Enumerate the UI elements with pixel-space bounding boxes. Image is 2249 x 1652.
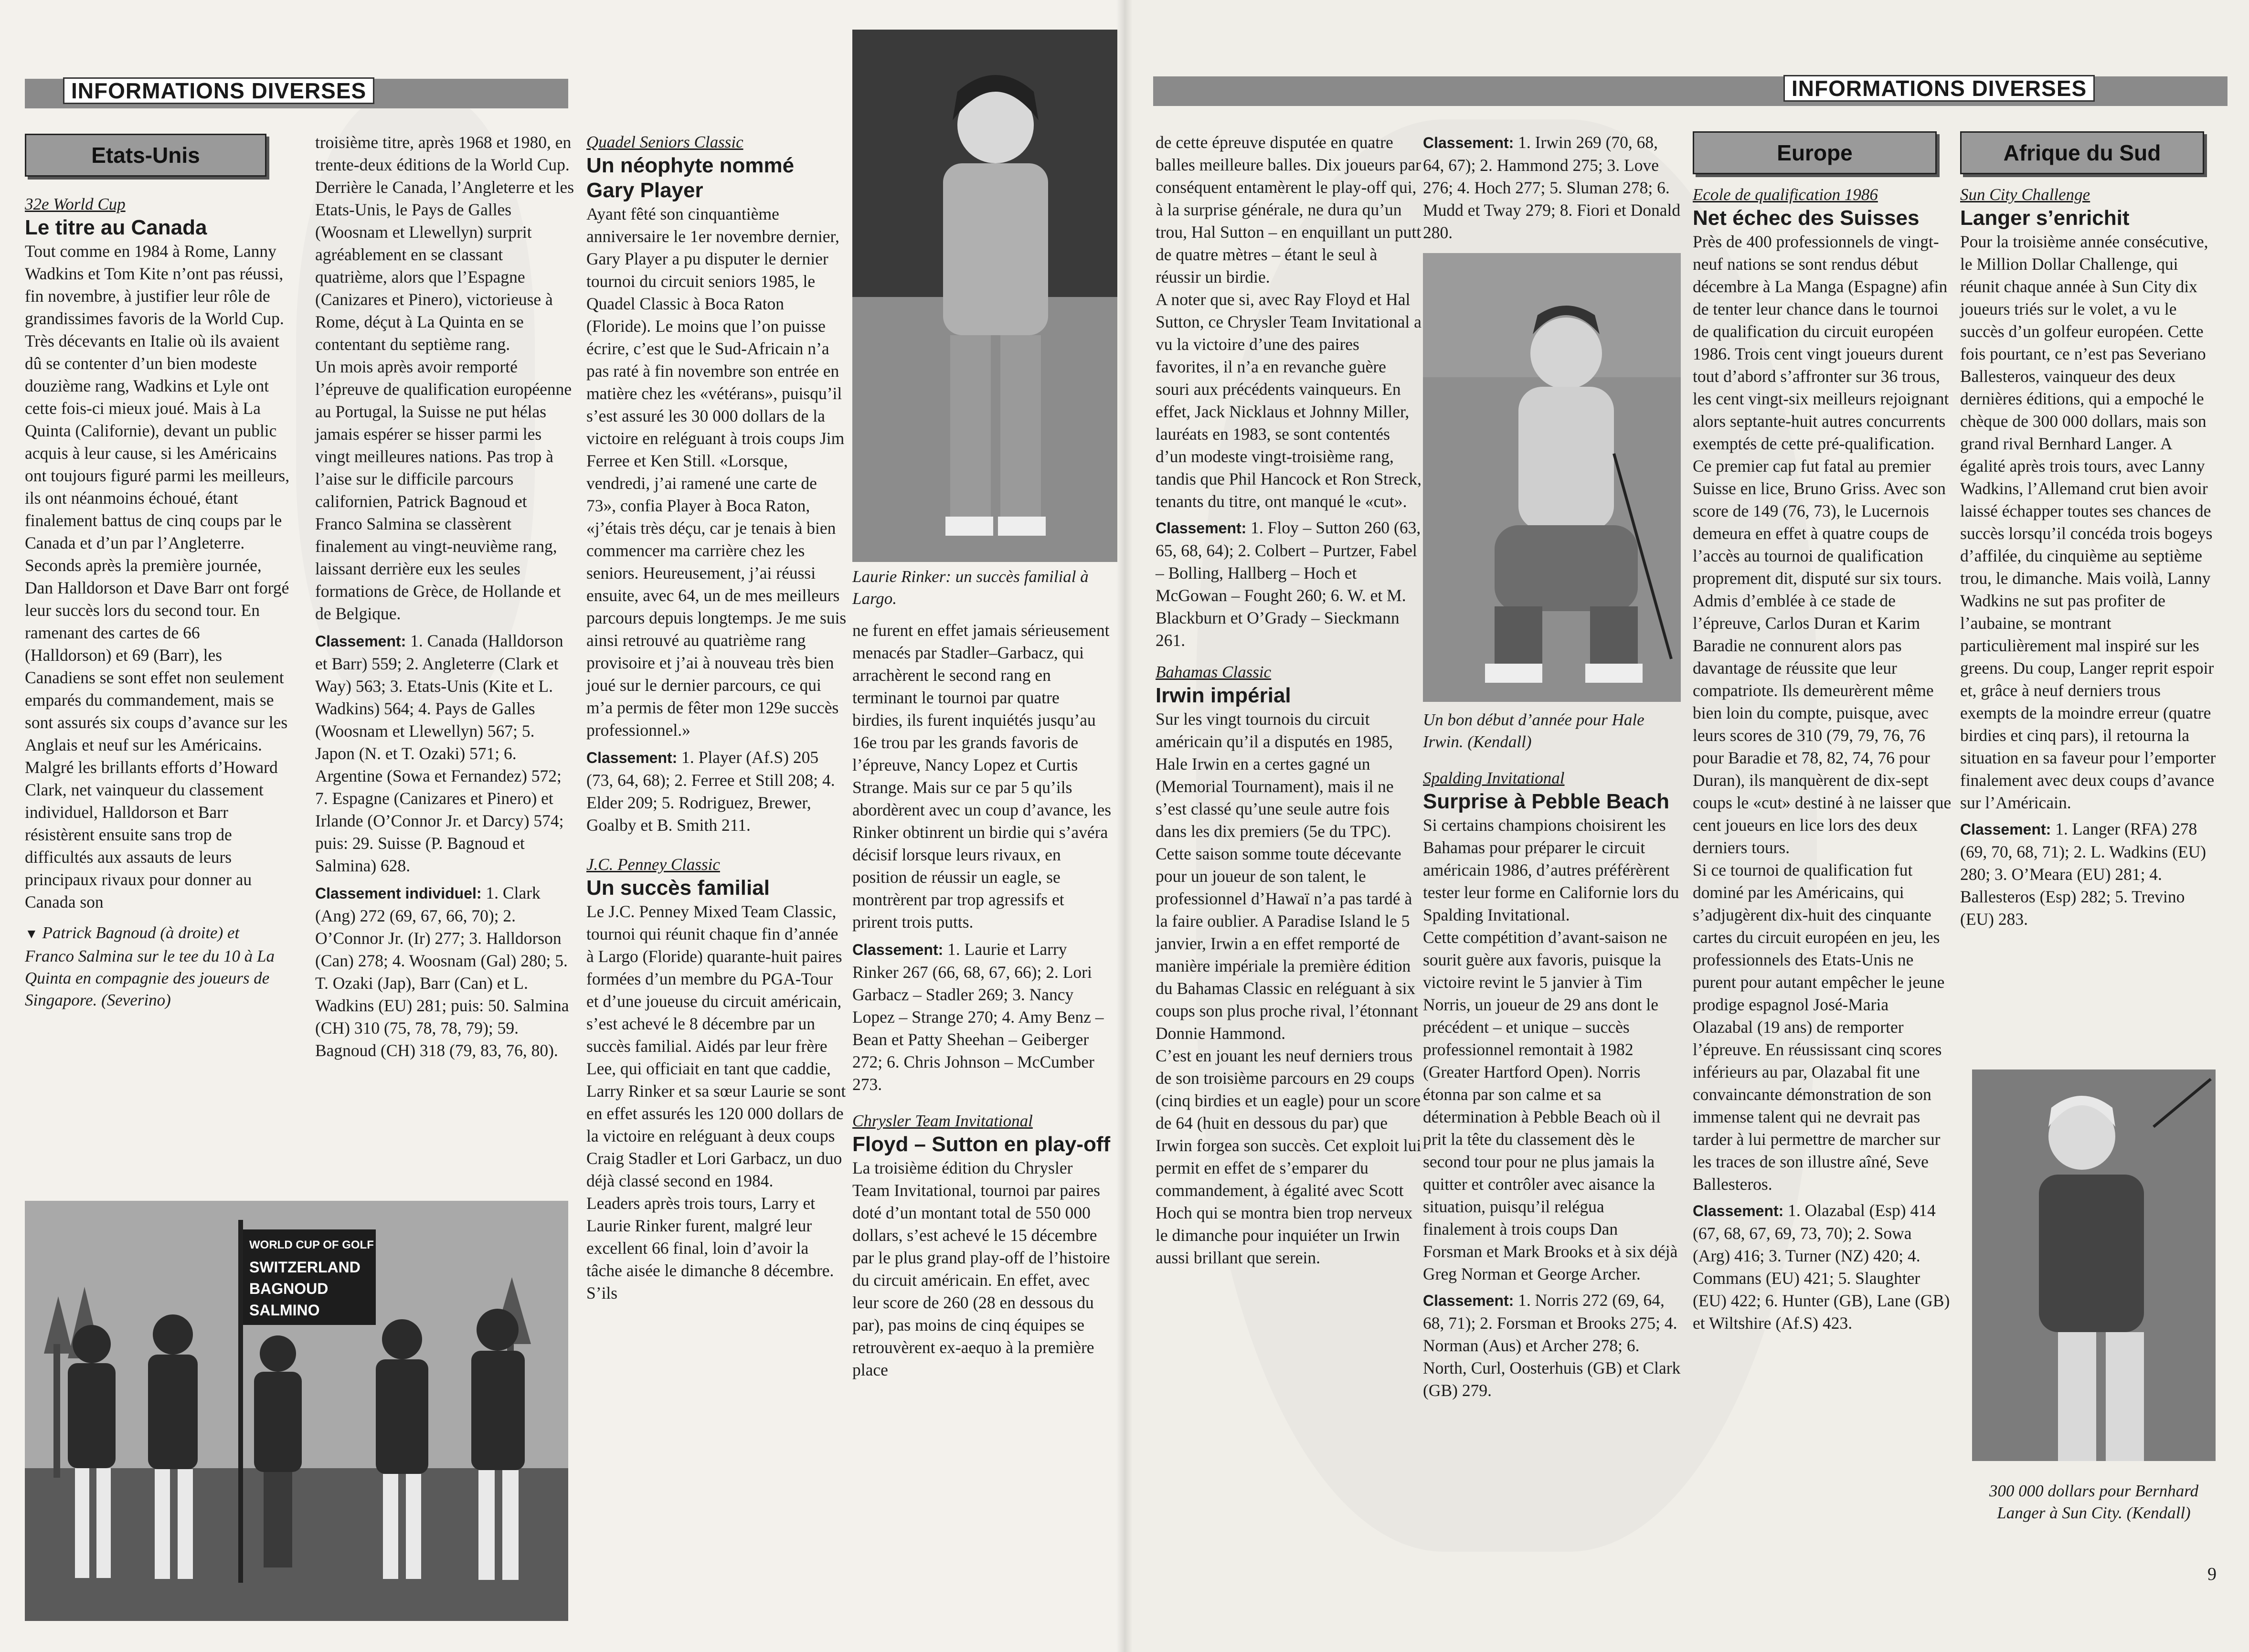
article-body: Si certains champions choisirent les Bahamas pour préparer le circuit américain 1986, d’autres préférèrent tester leur forme en Californie lors du Spalding Invitational. bbox=[1423, 815, 1679, 924]
article-body: Le J.C. Penney Mixed Team Classic, tournoi qui réunit chaque fin d’année à Largo (Floride) quarante-huit paires formées d’un membre du PGA-Tour et d’une joueuse du circuit américain, s’est achevé le 8 décembre par un succès familial. Aidés par leur frère Lee, qui officiait en tant que caddie, Larry Rinker et sa sœur Laurie se sont en effet assurés les 120 000 dollars de la victoire en reléguant à deux coups Craig Stadler et Lori Garbacz, un duo déjà classé second en 1984. bbox=[586, 902, 846, 1190]
page-number: 9 bbox=[2207, 1564, 2217, 1584]
results-text: 1. Langer (RFA) 278 (69, 70, 68, 71); 2. L. Wadkins (EU) 280; 3. O’Meara (EU) 281; 4. Ballesteros (Esp) 282; 5. Trevino (EU) 283. bbox=[1960, 819, 2207, 929]
results-label: Classement: bbox=[852, 941, 944, 958]
article-body: Si ce tournoi de qualification fut dominé par les Américains, qui s’adjugèrent dix-huit des cinquante cartes du circuit européen en jeu, les professionnels des Etats-Unis ne purent pour autant empêcher le jeune prodige espagnol José-Maria Olazabal (19 ans) de remporter l’épreuve. En réussissant cinq scores inférieurs au par, Olazabal fit une convaincante démonstration de son immense talent qui ne devrait pas tarder à lui permettre de marcher sur les traces de son illustre aîné, Seve Ballesteros. bbox=[1693, 860, 1945, 1194]
results-text: 1. Irwin 269 (70, 68, 64, 67); 2. Hammond 275; 3. Love 276; 4. Hoch 277; 5. Sluman 278; 6. Mudd et Tway 279; 8. Fiori et Donald 280. bbox=[1423, 133, 1681, 242]
results-label: Classement: bbox=[586, 749, 678, 766]
article-rubric: J.C. Penney Classic bbox=[586, 855, 720, 874]
article-headline: Le titre au Canada bbox=[25, 216, 207, 239]
results-text: 1. Laurie et Larry Rinker 267 (66, 68, 67, 66); 2. Lori Garbacz – Stadler 269; 3. Nancy Lopez – Strange 270; 4. Amy Benz – Bean et Patty Sheehan – Geiberger 272; 6. Chris Johnson – McCumber 273. bbox=[852, 940, 1104, 1094]
article-body: de cette épreuve disputée en quatre balles meilleure balles. Dix joueurs par conséquent entamèrent le play-off qui, à la surprise générale, ne dura qu’un trou, Hal Sutton – en enquillant un putt de quatre mètres – étant le seul à réussir un birdie. bbox=[1156, 133, 1422, 286]
column-sun-city bbox=[1960, 184, 2220, 931]
column-bahamas-results bbox=[1423, 131, 1681, 244]
triangle-marker-icon: ▼ bbox=[25, 927, 38, 942]
page-gutter bbox=[1116, 0, 1133, 1652]
article-headline: Un néophyte nommé Gary Player bbox=[586, 154, 795, 202]
results-text: 1. Player (Af.S) 205 (73, 64, 68); 2. Ferree et Still 208; 4. Elder 209; 5. Rodriguez, Brewer, Goalby et B. Smith 211. bbox=[586, 748, 835, 835]
article-body: Sur les vingt tournois du circuit américain qu’il a disputés en 1985, Hale Irwin en a certes gagné un (Memorial Tournament), mais il ne s’est classé qu’une seule autre fois dans les dix premiers (5e du TPC). Cette saison somme toute décevante pour un joueur de son talent, le professionnel d’Hawaï n’a pas tardé à la faire oublier. A Paradise Island le 5 janvier, Irwin a en effet remporté de manière impériale la première édition du Bahamas Classic en reléguant à six coups son plus proche rival, l’étonnant Donnie Hammond. bbox=[1156, 710, 1419, 1043]
photo-caption: Un bon début d’année pour Hale Irwin. (Kendall) bbox=[1423, 710, 1644, 751]
results-text: 1. Norris 272 (69, 64, 68, 71); 2. Forsman et Brooks 275; 4. Norman (Aus) et Archer 278; 6. North, Curl, Oosterhuis (GB) et Clark (GB) 279. bbox=[1423, 1291, 1681, 1400]
results-label: Classement: bbox=[1423, 134, 1514, 151]
column-europe bbox=[1693, 184, 1953, 1334]
article-rubric: Quadel Seniors Classic bbox=[586, 133, 743, 151]
photo-bernhard-langer bbox=[1972, 1070, 2216, 1461]
article-body: troisième titre, après 1968 et 1980, en trente-deux éditions de la World Cup. Derrière le Canada, l’Angleterre et les Etats-Unis, le Pays de Galles (Woosnam et Llewellyn) surprit agréablement en se classant quatrième, alors que l’Espagne (Canizares et Pinero), victorieuse à Rome, déçut à La Quinta en se contentant du septième rang. bbox=[315, 133, 574, 354]
sign-line: WORLD CUP OF GOLF bbox=[249, 1239, 374, 1251]
results-text: 1. Canada (Halldorson et Barr) 559; 2. Angleterre (Clark et Way) 563; 3. Etats-Unis (Kite et L. Wadkins) 564; 4. Pays de Galles (Woosnam et Llewellyn) 567; 5. Japon (N. et T. Ozaki) 571; 6. Argentine (Sowa et Fernandez) 572; 7. Espagne (Canizares et Pinero) et Irlande (O’Connor Jr. et Darcy) 574; puis: 29. Suisse (P. Bagnoud et Salmina) 628. bbox=[315, 631, 564, 875]
results-text: 1. Clark (Ang) 272 (69, 67, 66, 70); 2. O’Connor Jr. (Ir) 277; 3. Halldorson (Can) 278; 4. Woosnam (Gal) 280; 5. T. Ozaki (Jap), Barr (Can) et L. Wadkins (EU) 281; puis: 50. Salmina (CH) 310 (75, 78, 78, 79); 59. Bagnoud (CH) 318 (79, 83, 76, 80). bbox=[315, 883, 569, 1060]
region-box-afrique-du-sud bbox=[1960, 131, 2204, 174]
article-body: Un mois après avoir remporté l’épreuve de qualification européenne au Portugal, la Suisse ne put hélas jamais espérer se hisser parmi les vingt meilleures nations. Pas trop à l’aise sur le difficile parcours californien, Patrick Bagnoud et Franco Salmina se classèrent finalement au vingt-neuvième rang, laissant derrière eux les seules formations de Grèce, de Hollande et de Belgique. bbox=[315, 357, 572, 623]
results-paragraph bbox=[1156, 517, 1423, 652]
results-paragraph bbox=[1693, 1199, 1953, 1334]
article-rubric: Chrysler Team Invitational bbox=[852, 1112, 1033, 1130]
article-body: Cette compétition d’avant-saison ne sourit guère aux favoris, puisque la victoire revint le 5 janvier à Tim Norris, un joueur de 29 ans dont le précédent – et unique – succès professionnel remontait à 1982 (Greater Hartford Open). Norris étonna par son calme et sa détermination à Pebble Beach où il prit la tête du classement dès le second tour pour ne plus jamais la quitter et contrôler avec aisance la situation, puisqu’il relégua finalement à trois coups Dan Forsman et Mark Brooks et à six déjà Greg Norman et George Archer. bbox=[1423, 928, 1678, 1283]
photo-caption: 300 000 dollars pour Bernhard Langer à Sun City. (Kendall) bbox=[1989, 1482, 2199, 1522]
region-box-etats-unis bbox=[25, 134, 266, 177]
results-paragraph bbox=[315, 882, 577, 1062]
results-text: 1. Floy – Sutton 260 (63, 65, 68, 64); 2. Colbert – Purtzer, Fabel – Bolling, Hallberg – Hoch et McGowan – Fought 260; 6. W. et M. Blackburn et O’Grady – Sieckmann 261. bbox=[1156, 518, 1421, 650]
article-body: Seconds après la première journée, Dan Halldorson et Dave Barr ont forgé leur succès lors du second tour. En ramenant des cartes de 66 (Halldorson) et 69 (Barr), les Canadiens se sont effet non seulement emparés du commandement, mais se sont assurés six coups d’avance sur les Anglais et neuf sur les Américains. Malgré les brillants efforts d’Howard Clark, net vainqueur du classement individuel, Halldorson et Barr résistèrent ensuite sans trop de difficultés aux assauts de leurs principaux rivaux pour donner au Canada son bbox=[25, 556, 289, 911]
section-header-label: INFORMATIONS DIVERSES bbox=[1783, 75, 2095, 102]
article-headline: Net échec des Suisses bbox=[1693, 206, 1920, 230]
column-world-cup-cont bbox=[315, 131, 577, 1062]
results-paragraph bbox=[1423, 131, 1681, 244]
sign-line: SALMINO bbox=[249, 1302, 320, 1319]
results-label: Classement: bbox=[1156, 519, 1247, 537]
region-label: Afrique du Sud bbox=[2003, 140, 2161, 165]
article-body: ne furent en effet jamais sérieusement menacés par Stadler–Garbacz, qui arrachèrent le second rang en terminant le tournoi par quatre birdies, ils furent inquiétés jusqu’au 16e trou par les grands favoris de l’épreuve, Nancy Lopez et Curtis Strange. Mais sur ce par 5 qu’ils abordèrent avec un coup d’avance, les Rinker obtinrent un birdie qui s’avéra décisif lorsque leurs rivaux, en position de réussir un eagle, se montrèrent par trop agressifs et prirent trois putts. bbox=[852, 621, 1112, 932]
article-body: Leaders après trois tours, Larry et Laurie Rinker furent, malgré leur excellent 66 final, loin d’avoir la tâche aisée le dimanche 8 décembre. S’ils bbox=[586, 1194, 834, 1303]
article-body: Près de 400 professionnels de vingt-neuf nations se sont rendus début décembre à La Manga (Espagne) afin de tenter leur chance dans le tournoi de qualification du circuit européen 1986. Trois cent vingt joueurs durent tout d’abord s’affronter sur 36 trous, les cent vingt-six meilleurs rejoignant alors septante-huit autres concurrents exemptés de cette pré-qualification. Ce premier cap fut fatal au premier Suisse en lice, Bruno Griss. Avec son score de 149 (76, 73), le Lucernois demeura en effet à quatre coups de l’accès au tournoi de qualification proprement dit, disputé sur six tours. Admis d’emblée à ce stade de l’épreuve, Carlos Duran et Karim Baradie ne connurent alors pas davantage de réussite que leur compatriote. Ils demeurèrent même bien loin du compte, puisque, avec leurs scores de 310 (79, 79, 76, 76 pour Baradie et 78, 82, 74, 76 pour Duran), ils manquèrent de dix-sept coups le «cut» destiné à ne laisser que cent joueurs en lice lors des deux derniers tours. bbox=[1693, 232, 1952, 857]
column-langer-caption bbox=[1972, 1480, 2216, 1524]
results-paragraph bbox=[586, 746, 847, 837]
article-body: A noter que si, avec Ray Floyd et Hal Sutton, ce Chrysler Team Invitational a vu la victoire d’une des paires favorites, il n’a en revanche guère souri aux précédents vainqueurs. En effet, Jack Nicklaus et Johnny Miller, lauréats en 1983, se sont contentés d’un modeste vingt-troisième rang, tandis que Phil Hancock et Ron Streck, tenants du titre, ont manqué le «cut». bbox=[1156, 290, 1422, 511]
photo-laurie-rinker bbox=[852, 30, 1117, 562]
article-rubric: Spalding Invitational bbox=[1423, 769, 1565, 787]
article-headline: Langer s’enrichit bbox=[1960, 206, 2130, 230]
results-text: 1. Olazabal (Esp) 414 (67, 68, 67, 69, 73, 70); 2. Sowa (Arg) 416; 3. Turner (NZ) 420; 4. Commans (EU) 421; 5. Slaughter (EU) 422; 6. Hunter (GB), Lane (GB) et Wiltshire (Af.S) 423. bbox=[1693, 1201, 1950, 1333]
region-box-europe bbox=[1693, 131, 1937, 174]
results-label: Classement: bbox=[1960, 821, 2051, 838]
results-label: Classement: bbox=[1693, 1202, 1784, 1219]
results-paragraph bbox=[315, 630, 577, 877]
results-paragraph bbox=[1960, 818, 2220, 931]
article-body: Ayant fêté son cinquantième anniversaire le 1er novembre dernier, Gary Player a pu disputer le dernier tournoi du circuit seniors 1985, le Quadel Classic à Boca Raton (Floride). Le moins que l’on puisse écrire, c’est que le Sud-Africain n’a pas raté à fin novembre son entrée en matière chez les «vétérans», puisqu’il s’est assuré les 30 000 dollars de la victoire en reléguant à trois coups Jim Ferree et Ken Still. «Lorsque, vendredi, j’ai ramené une carte de 73», confia Player à Boca Raton, «j’étais très déçu, car je tenais à bien commencer ma carrière chez les seniors. Heureusement, j’ai réussi ensuite, avec 64, un de mes meilleurs parcours depuis longtemps. Je me suis ainsi retrouvé au quatrième rang provisoire et j’ai à nouveau très bien joué sur le dernier parcours, ce qui m’a permis de fêter mon 129e succès professionnel.» bbox=[586, 204, 847, 740]
column-penney-cont bbox=[852, 566, 1113, 1381]
sign-line: SWITZERLAND bbox=[249, 1259, 361, 1276]
region-label: Etats-Unis bbox=[91, 143, 200, 168]
right-page bbox=[1124, 0, 2249, 1652]
column-chrysler-bahamas bbox=[1156, 131, 1423, 1269]
article-headline: Surprise à Pebble Beach bbox=[1423, 790, 1669, 813]
photo-world-cup-players bbox=[25, 1201, 568, 1621]
results-label: Classement: bbox=[1423, 1292, 1514, 1309]
region-label: Europe bbox=[1777, 140, 1853, 165]
article-headline: Irwin impérial bbox=[1156, 684, 1291, 707]
article-body: C’est en jouant les neuf derniers trous de son troisième parcours en 29 coups (cinq birdies et un eagle) pour un score de 64 (huit en dessous du par) que Irwin forgea son succès. Cet exploit lui permit en effet de s’emparer du commandement, à égalité avec Scott Hoch qui se montra bien trop nerveux le dimanche pour inquiéter un Irwin aussi brillant que serein. bbox=[1156, 1046, 1422, 1267]
sign-line: BAGNOUD bbox=[249, 1280, 329, 1297]
column-spalding bbox=[1423, 709, 1681, 1402]
article-rubric: Sun City Challenge bbox=[1960, 185, 2090, 204]
column-world-cup bbox=[25, 193, 290, 1011]
photo-caption: Laurie Rinker: un succès familial à Largo. bbox=[852, 567, 1089, 608]
photo-hale-irwin bbox=[1423, 253, 1681, 702]
caption-text: Patrick Bagnoud (à droite) et Franco Salmina sur le tee du 10 à La Quinta en compagnie des joueurs de Singapore. (Severino) bbox=[25, 923, 275, 1009]
results-paragraph bbox=[852, 938, 1113, 1096]
section-header-label: INFORMATIONS DIVERSES bbox=[63, 77, 374, 104]
article-rubric: 32e World Cup bbox=[25, 195, 126, 213]
article-headline: Un succès familial bbox=[586, 876, 770, 900]
results-paragraph bbox=[1423, 1289, 1681, 1402]
column-quadel-penney bbox=[586, 131, 847, 1304]
article-headline: Floyd – Sutton en play-off bbox=[852, 1133, 1111, 1156]
article-body: La troisième édition du Chrysler Team Invitational, tournoi par paires doté d’un montant total de 550 000 dollars, s’est achevé le 15 décembre par le plus grand play-off de l’histoire du circuit américain. En effet, avec leur score de 260 (28 en dessous du par), pas moins de cinq équipes se retrouvèrent ex-aequo à la première place bbox=[852, 1158, 1110, 1379]
results-label: Classement: bbox=[315, 633, 406, 650]
article-body: Pour la troisième année consécutive, le Million Dollar Challenge, qui réunit chaque année à Sun City dix joueurs triés sur le volet, a vu le succès d’un golfeur européen. Cette fois pourtant, ce n’est pas Severiano Ballesteros, vainqueur des deux dernières éditions, qui a empoché le chèque de 300 000 dollars, mais son grand rival Bernhard Langer. A égalité après trois tours, avec Lanny Wadkins, l’Allemand crut bien avoir laissé échapper toutes ses chances de succès lorsqu’il concéda trois bogeys d’affilée, du cinquième au septième trou, le dimanche. Mais voilà, Lanny Wadkins ne sut pas profiter de l’aubaine, se montrant particulièrement mal inspiré sur les greens. Du coup, Langer reprit espoir et, grâce à neuf derniers trous exempts de la moindre erreur (quatre birdies et cinq pars), il retourna la situation en sa faveur pour l’emporter finalement avec deux coups d’avance sur l’Américain. bbox=[1960, 232, 2216, 812]
left-page bbox=[0, 0, 1124, 1652]
photo-caption bbox=[25, 922, 290, 1011]
article-rubric: Ecole de qualification 1986 bbox=[1693, 185, 1878, 204]
results-label: Classement individuel: bbox=[315, 885, 482, 902]
article-rubric: Bahamas Classic bbox=[1156, 663, 1272, 681]
article-body: Tout comme en 1984 à Rome, Lanny Wadkins et Tom Kite n’ont pas réussi, fin novembre, à justifier leur rôle de grandissimes favoris de la World Cup. Très décevants en Italie où ils avaient dû se contenter d’un bien modeste douzième rang, Wadkins et Lyle ont cette fois-ci mieux joué. Mais à La Quinta (Californie), devant un public acquis à leur cause, si les Américains ont toujours figuré parmi les meilleurs, ils ont néanmoins échoué, étant finalement battus de cinq coups par le Canada et d’un par l’Angleterre. bbox=[25, 242, 290, 552]
